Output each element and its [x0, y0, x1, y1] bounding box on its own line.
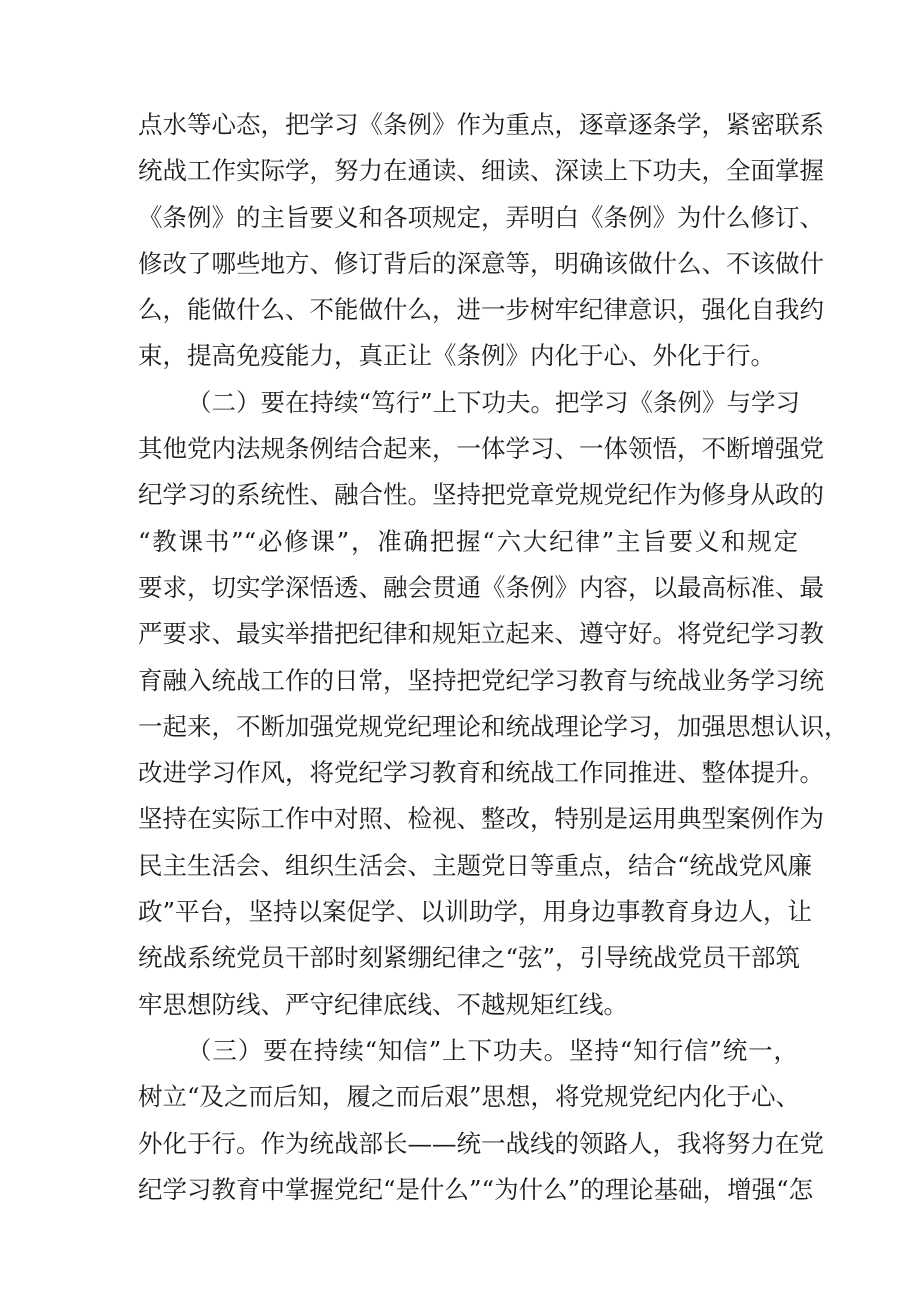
text-line: 修改了哪些地方、修订背后的深意等，明确该做什么、不该做什: [138, 248, 824, 278]
text-line: 纪学习的系统性、融合性。坚持把党章党规党纪作为修身从政的: [138, 480, 824, 510]
text-line: 政”平台，坚持以案促学、以训助学，用身边事教育身边人，让: [138, 897, 813, 927]
text-line: 统战工作实际学，努力在通读、细读、深读上下功夫，全面掌握: [138, 156, 824, 186]
text-line: 《条例》的主旨要义和各项规定，弄明白《条例》为什么修订、: [138, 202, 824, 232]
text-line: 统战系统党员干部时刻紧绷纪律之“弦”，引导统战党员干部筑: [138, 943, 801, 973]
text-line: 外化于行。作为统战部长——统一战线的领路人，我将努力在党: [138, 1128, 824, 1158]
text-line: 坚持在实际工作中对照、检视、整改，特别是运用典型案例作为: [138, 804, 824, 834]
text-line: 树立“及之而后知，履之而后艰”思想，将党规党纪内化于心、: [138, 1082, 801, 1112]
text-line: 么，能做什么、不能做什么，进一步树牢纪律意识，强化自我约: [138, 295, 824, 325]
text-line: 严要求、最实举措把纪律和规矩立起来、遵守好。将党纪学习教: [138, 619, 824, 649]
text-line: 其他党内法规条例结合起来，一体学习、一体领悟，不断增强党: [138, 434, 824, 464]
text-line: 束，提高免疫能力，真正让《条例》内化于心、外化于行。: [138, 341, 775, 371]
text-line: 纪学习教育中掌握党纪“是什么”“为什么”的理论基础，增强“怎: [138, 1174, 814, 1204]
paragraph-heading-2: （二）要在持续“笃行”上下功夫。把学习《条例》与学习: [187, 387, 801, 417]
body-text: [138, 102, 849, 1213]
paragraph-heading-3: （三）要在持续“知信”上下功夫。坚持“知行信”统一，: [187, 1035, 798, 1065]
text-line: 要求，切实学深悟透、融会贯通《条例》内容，以最高标准、最: [138, 572, 824, 602]
text-line: “教课书”“必修课”，准确把握“六大纪律”主旨要义和规定: [138, 526, 798, 556]
text-line: 民主生活会、组织生活会、主题党日等重点，结合“统战党风廉: [138, 850, 813, 880]
text-line: 牢思想防线、严守纪律底线、不越规矩红线。: [138, 989, 628, 1019]
text-line: 点水等心态，把学习《条例》作为重点，逐章逐条学，紧密联系: [138, 110, 824, 139]
text-line: 改进学习作风，将党纪学习教育和统战工作同推进、整体提升。: [138, 758, 824, 788]
text-line: 育融入统战工作的日常，坚持把党纪学习教育与统战业务学习统: [138, 665, 824, 695]
text-line: 一起来，不断加强党规党纪理论和统战理论学习，加强思想认识，: [138, 711, 849, 741]
